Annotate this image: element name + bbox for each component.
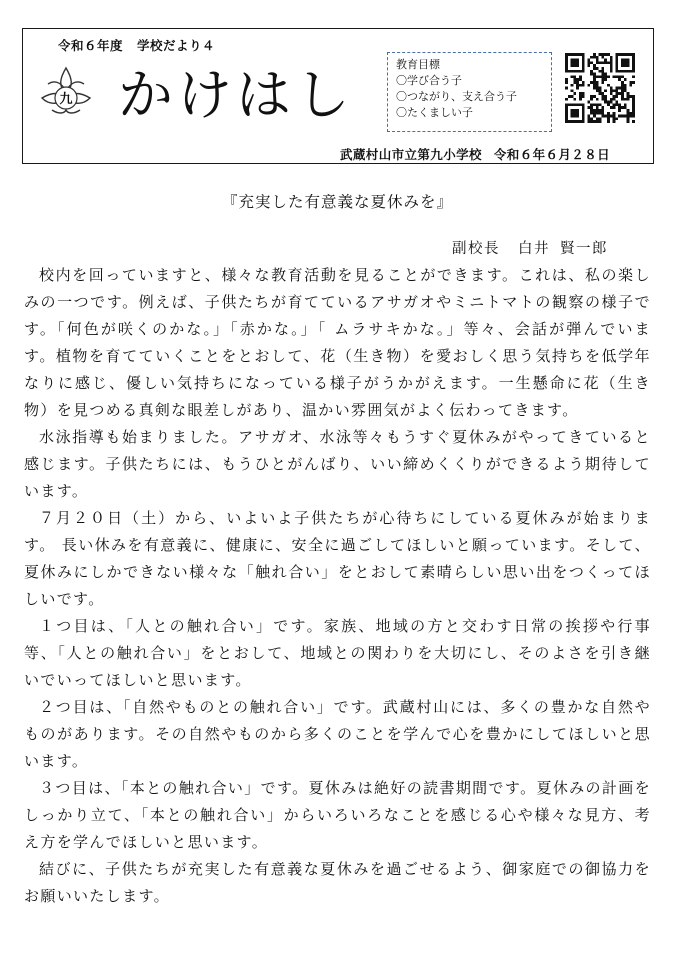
article-paragraph: ３つ目は、「本との触れ合い」です。夏休みは絶好の読書期間です。夏休みの計画をしっかり立て、「本との触れ合い」からいろいろなことを感じる心や様々な見方、考え方を学んでほしいと思います。 [24,779,651,851]
article-title: 『充実した有意義な夏休みを』 [221,193,453,211]
issue-date: 令和６年６月２８日 [493,147,611,162]
goal-item: 〇たくましい子 [396,106,473,119]
education-goals-box [387,52,552,132]
article-paragraph: 校内を回っていますと、様々な教育活動を見ることができます。これは、私の楽しみの一つです。例えば、子供たちが育てているアサガオやミニトマトの観察の様子です。「何色が咲くのかな。」「赤かな。」「 ムラサキかな。」等々、会話が弾んでいます。植物を育てていくことをとおして、花（生き物）を愛おしく思う気持ちを低学年なりに感じ、優しい気持ちになっている様子がうかがえます。一生懸命に花（生き物）を見つめる真剣な眼差しがあり、温かい雰囲気がよく伝わってきます。 [24,266,651,419]
author-family-name: 白井 [518,241,550,257]
article-body [24,262,651,910]
article-paragraph: 結びに、子供たちが充実した有意義な夏休みを過ごせるよう、御家庭での御協力をお願いいたします。 [24,860,651,905]
goals-heading: 教育目標 [396,58,440,71]
goal-item: 〇学び合う子 [396,74,462,87]
qr-code-icon [565,53,635,123]
school-and-date [340,145,610,163]
newsletter-name: 学校だより４ [137,38,216,53]
school-emblem-icon [38,64,94,120]
goal-item: 〇つながり、支え合う子 [396,90,517,103]
issue-line [58,36,215,54]
article-paragraph: ７月２０日（土）から、いよいよ子供たちが心待ちにしている夏休みが始まります。 長い休みを有意義に、健康に、安全に過ごしてほしいと願っています。そして、夏休みにしかできない様々な「触れ合い」をとおして素晴らしい思い出をつくってほしいです。 [24,509,651,608]
era-year: 令和６年度 [58,38,124,53]
school-name: 武蔵村山市立第九小学校 [340,147,482,162]
author-line [452,237,608,258]
article-paragraph: ２つ目は、「自然やものとの触れ合い」です。武蔵村山には、多くの豊かな自然やものがあります。その自然やものから多くのことを学んで心を豊かにしてほしいと思います。 [24,698,651,770]
emblem-character: 九 [59,92,73,107]
article-paragraph: 水泳指導も始まりました。アサガオ、水泳等々もうすぐ夏休みがやってきていると感じます。子供たちには、もうひとがんばり、いい締めくくりができるよう期待しています。 [24,428,651,500]
author-role: 副校長 [452,241,500,257]
masthead-title: かけはし [118,63,355,127]
article-paragraph: １つ目は、「人との触れ合い」です。家族、地域の方と交わす日常の挨拶や行事等、「人との触れ合い」をとおして、地域との関わりを大切にし、そのよさを引き継いでいってほしいと思います。 [24,617,651,689]
author-given-name: 賢一郎 [560,241,608,257]
